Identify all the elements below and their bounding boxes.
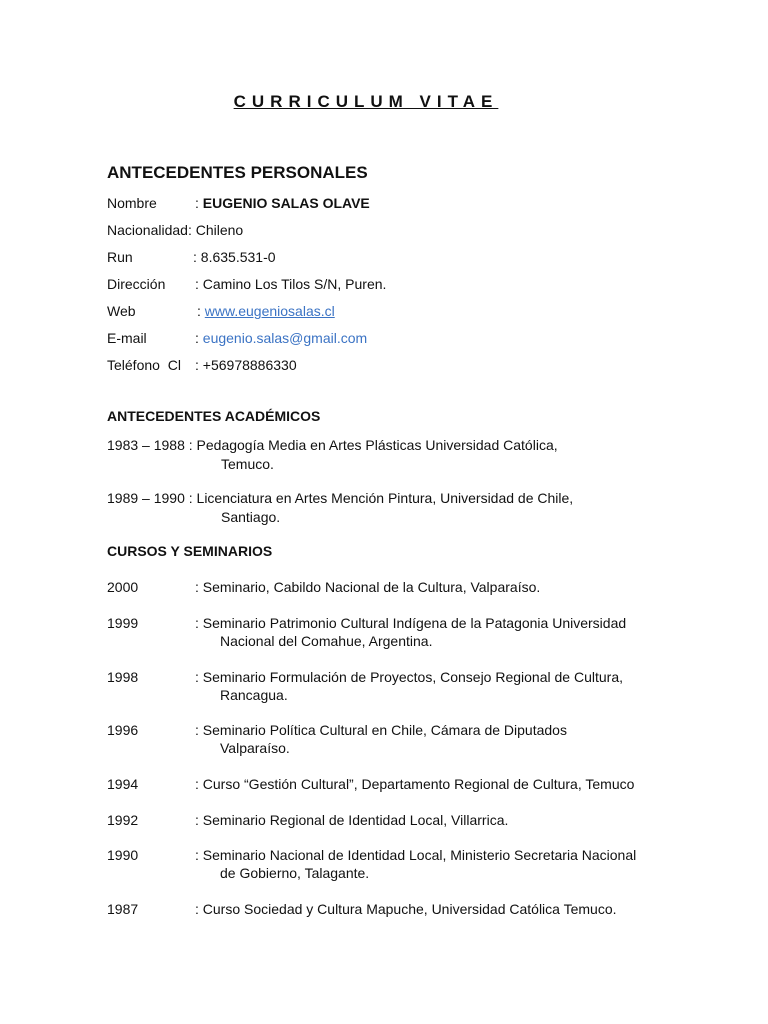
field-nacionalidad bbox=[107, 221, 243, 239]
course-text: : Curso Sociedad y Cultura Mapuche, Universidad Católica Temuco. bbox=[195, 901, 617, 917]
field-direccion bbox=[107, 275, 386, 293]
field-separator: : bbox=[197, 303, 201, 319]
course-text: : Seminario Formulación de Proyectos, Consejo Regional de Cultura, bbox=[195, 669, 623, 685]
field-web bbox=[107, 302, 335, 320]
field-label: Dirección bbox=[107, 276, 166, 292]
academic-continuation: Temuco. bbox=[221, 456, 274, 472]
course-continuation: Rancagua. bbox=[220, 687, 288, 703]
field-label: Teléfono Cl bbox=[107, 357, 181, 373]
course-continuation: Nacional del Comahue, Argentina. bbox=[220, 633, 433, 649]
academic-text: : Pedagogía Media en Artes Plásticas Universidad Católica, bbox=[188, 437, 558, 453]
field-telefono bbox=[107, 356, 297, 374]
web-link[interactable]: www.eugeniosalas.cl bbox=[204, 303, 335, 319]
personal-heading: ANTECEDENTES PERSONALES bbox=[107, 163, 368, 182]
course-year: 1998 bbox=[107, 669, 139, 685]
field-separator: : bbox=[195, 195, 199, 211]
field-separator: : bbox=[195, 330, 199, 346]
field-label: Nacionalidad: bbox=[107, 222, 192, 238]
document-title: CURRICULUM VITAE bbox=[233, 92, 499, 111]
course-year: 2000 bbox=[107, 579, 139, 595]
course-text: : Seminario Nacional de Identidad Local, Ministerio Secretaria Nacional bbox=[195, 847, 637, 863]
course-year: 1987 bbox=[107, 901, 139, 917]
field-value: 8.635.531-0 bbox=[200, 249, 276, 265]
course-year: 1996 bbox=[107, 722, 139, 738]
field-label: E-mail bbox=[107, 330, 147, 346]
field-separator: : bbox=[195, 276, 199, 292]
course-year: 1994 bbox=[107, 776, 139, 792]
academic-item bbox=[107, 489, 574, 525]
course-year: 1990 bbox=[107, 847, 139, 863]
course-text: : Seminario Regional de Identidad Local, Villarrica. bbox=[195, 812, 509, 828]
course-continuation: Valparaíso. bbox=[220, 740, 290, 756]
field-label: Web bbox=[107, 303, 136, 319]
field-run bbox=[107, 248, 276, 266]
academic-heading: ANTECEDENTES ACADÉMICOS bbox=[107, 408, 321, 424]
course-continuation: de Gobierno, Talagante. bbox=[220, 865, 370, 881]
field-value: Camino Los Tilos S/N, Puren. bbox=[202, 276, 387, 292]
field-email bbox=[107, 329, 367, 347]
course-year: 1999 bbox=[107, 615, 139, 631]
field-label: Run bbox=[107, 249, 133, 265]
field-separator: : bbox=[193, 249, 197, 265]
course-text: : Seminario Patrimonio Cultural Indígena de la Patagonia Universidad bbox=[195, 615, 627, 631]
course-text: : Curso “Gestión Cultural”, Departamento Regional de Cultura, Temuco bbox=[195, 776, 635, 792]
academic-years: 1989 – 1990 bbox=[107, 490, 185, 506]
field-value: Chileno bbox=[195, 222, 244, 238]
field-value-name: EUGENIO SALAS OLAVE bbox=[202, 195, 370, 211]
field-value: +56978886330 bbox=[202, 357, 297, 373]
field-separator: : bbox=[195, 357, 199, 373]
academic-years: 1983 – 1988 bbox=[107, 437, 185, 453]
academic-item bbox=[107, 436, 558, 472]
course-year: 1992 bbox=[107, 812, 139, 828]
academic-continuation: Santiago. bbox=[221, 509, 281, 525]
course-text: : Seminario Política Cultural en Chile, Cámara de Diputados bbox=[195, 722, 567, 738]
field-label: Nombre bbox=[107, 195, 157, 211]
email-link[interactable]: eugenio.salas@gmail.com bbox=[202, 330, 368, 346]
courses-heading: CURSOS Y SEMINARIOS bbox=[107, 543, 273, 559]
field-nombre bbox=[107, 194, 370, 212]
course-text: : Seminario, Cabildo Nacional de la Cultura, Valparaíso. bbox=[195, 579, 541, 595]
academic-text: : Licenciatura en Artes Mención Pintura, Universidad de Chile, bbox=[188, 490, 574, 506]
